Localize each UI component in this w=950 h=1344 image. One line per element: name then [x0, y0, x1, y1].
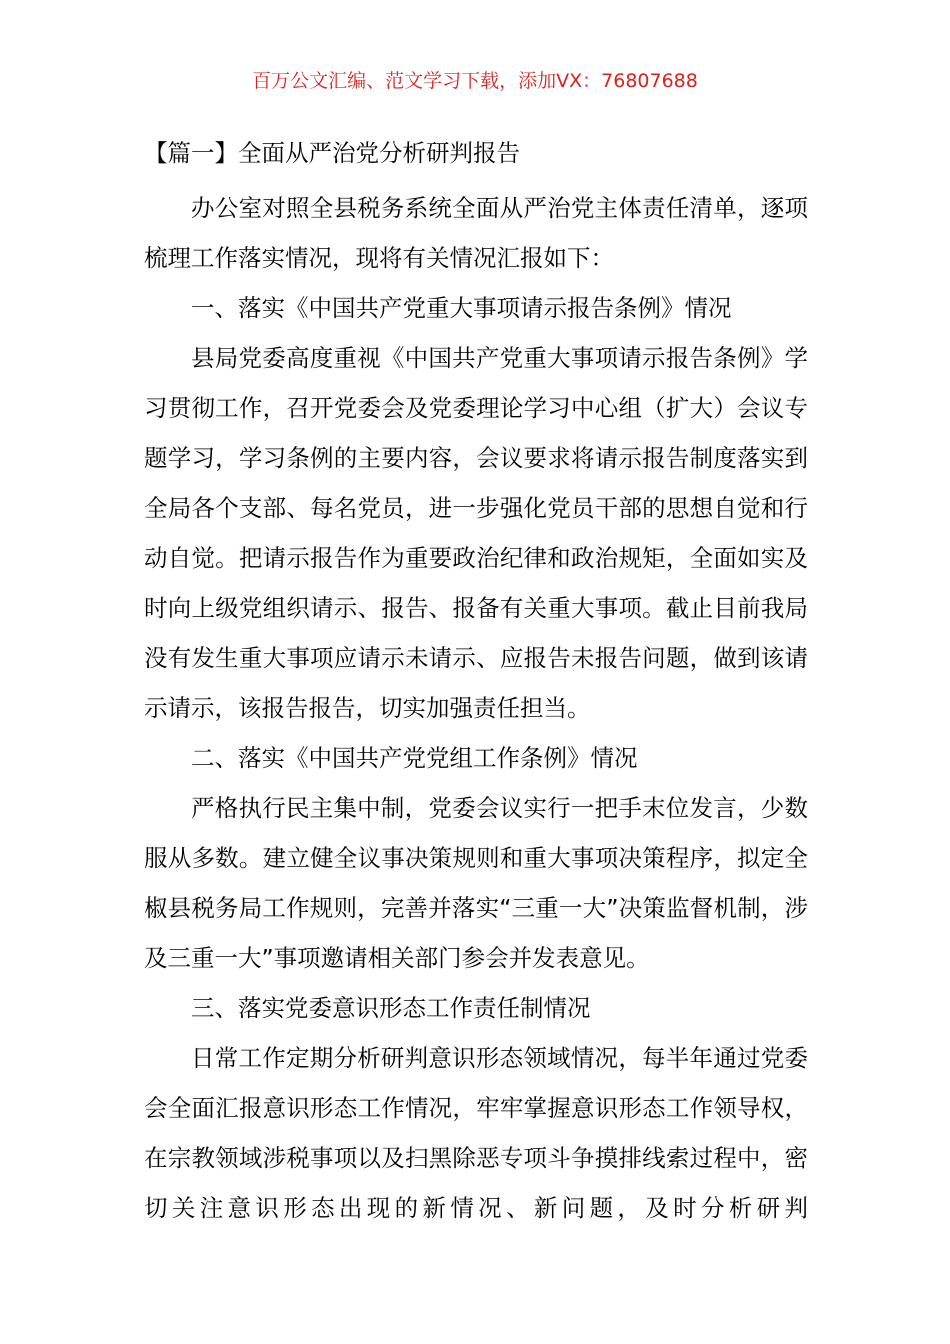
title-spacer — [144, 172, 808, 183]
section-heading-1: 一、落实《中国共产党重大事项请示报告条例》情况 — [191, 294, 732, 322]
section-paragraph-3: 日常工作定期分析研判意识形态领域情况，每半年通过党委会全面汇报意识形态工作情况，牢牢掌握意识形态工作领导权，在宗教领域涉税事项以及扫黑除恶专项斗争摸排线索过程中，密切关注意识形态出现的新情况、新问题，及时分析研判 — [144, 1044, 808, 1222]
intro-paragraph: 办公室对照全县税务系统全面从严治党主体责任清单，逐项梳理工作落实情况，现将有关情况汇报如下： — [144, 194, 808, 272]
section-heading-2: 二、落实《中国共产党党组工作条例》情况 — [191, 744, 638, 772]
section-paragraph-1: 县局党委高度重视《中国共产党重大事项请示报告条例》学习贯彻工作，召开党委会及党委理论学习中心组（扩大）会议专题学习，学习条例的主要内容，会议要求将请示报告制度落实到全局各个支部、每名党员，进一步强化党员干部的思想自觉和行动自觉。把请示报告作为重要政治纪律和政治规矩，全面如实及时向上级党组织请示、报告、报备有关重大事项。截止目前我局没有发生重大事项应请示未请示、应报告未报告问题，做到该请示请示，该报告报告，切实加强责任担当。 — [144, 344, 808, 722]
section-heading-3: 三、落实党委意识形态工作责任制情况 — [191, 994, 591, 1022]
document-body — [144, 134, 808, 1233]
download-notice-header: 百万公文汇编、范文学习下载，添加VX：76807688 — [252, 70, 698, 92]
document-title: 【篇一】全面从严治党分析研判报告 — [144, 139, 520, 167]
section-paragraph-2: 严格执行民主集中制，党委会议实行一把手末位发言，少数服从多数。建立健全议事决策规则和重大事项决策程序，拟定全椒县税务局工作规则，完善并落实“三重一大”决策监督机制，涉及三重一大”事项邀请相关部门参会并发表意见。 — [144, 794, 808, 972]
